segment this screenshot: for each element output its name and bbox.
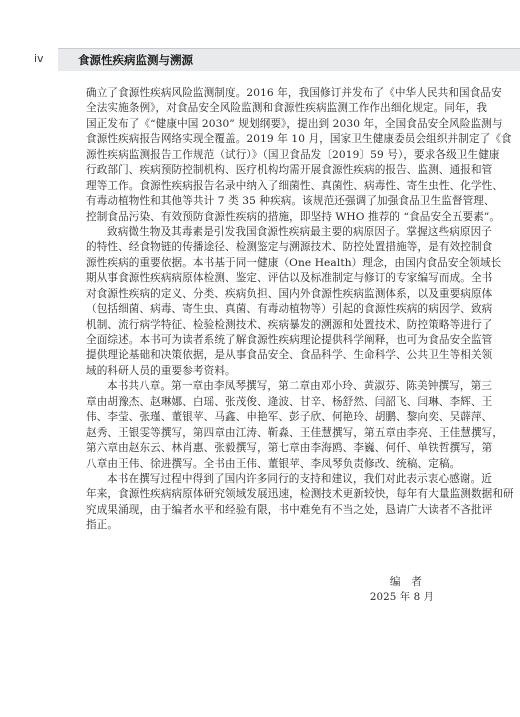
running-header <box>0 48 520 70</box>
text-line: 理等工作。食源性疾病报告名录中纳入了细菌性、真菌性、病毒性、寄生虫性、化学性、 <box>86 179 504 192</box>
header-band <box>58 48 520 71</box>
text-line: 域的科研人员的重要参考资料。 <box>86 364 236 377</box>
text-line: 年来，食源性疾病病原体研究领域发展迅速，检测技术更新较快，每年有大量监测数据和研 <box>86 488 514 501</box>
text-line: 全面综述。本书可为读者系统了解食源性疾病理论提供科学阐释，也可为食品安全监管 <box>86 334 493 346</box>
text-line: 机制、流行病学特征、检验检测技术、疾病暴发的溯源和处置技术、防控策略等进行了 <box>86 318 493 331</box>
date: 2025 年 8 月 <box>369 591 434 604</box>
text-line: 期从事食源性疾病病原体检测、鉴定、评估以及标准制定与修订的专家编写而成。全书 <box>86 272 493 285</box>
text-line: 致病微生物及其毒素是引发我国食源性疾病最主要的病原因子。掌握这些病原因子 <box>107 225 492 238</box>
text-line: 本书共八章。第一章由李凤琴撰写，第二章由邓小玲、黄淑芬、陈美钟撰写，第三 <box>107 380 492 393</box>
text-line: 八章由王伟、徐进撰写。全书由王伟、董银苹、李凤琴负责修改、统稿、定稿。 <box>86 457 461 470</box>
text-line: 行政部门、疾病预防控制机构、医疗机构均需开展食源性疾病的报告、监测、通报和管 <box>86 164 493 177</box>
text-line: 赵秀、王银雯等撰写，第四章由江涛、靳淼、王佳慧撰写，第五章由李亮、王佳慧撰写， <box>86 426 504 439</box>
text-line: 源性疾病监测报告工作规范（试行）》（国卫食品发〔2019〕59 号），要求各级卫生健康 <box>86 148 500 161</box>
text-line: 第六章由赵东云、林肖惠、张毅撰写，第七章由李海鸥、李巍、何仟、单铁哲撰写，第 <box>86 442 493 455</box>
spacer <box>86 534 446 575</box>
text-line: 提供理论基础和决策依据，是从事食品安全、食品科学、生命科学、公共卫生等相关领 <box>86 349 493 362</box>
page-number: iv <box>34 52 44 65</box>
text-line: 国正发布了《“健康中国 2030” 规划纲要》，提出到 2030 年，全国食品安全风险监测与 <box>86 117 503 130</box>
text-line: （包括细菌、病毒、寄生虫、真菌、有毒动植物等）引起的食源性疾病的病因学、致病 <box>86 303 493 316</box>
text-line: 本书在撰写过程中得到了国内许多同行的支持和建议，我们对此表示衷心感谢。近 <box>107 472 492 485</box>
text-line: 食源性疾病报告网络实现全覆盖。2019 年 10 月，国家卫生健康委员会组织并制定了《食 <box>86 133 512 146</box>
text-line: 章由胡豫杰、赵琳娜、白瑶、张茂俊、逄波、甘辛、杨舒然、闫韶飞、闫琳、李辉、王 <box>86 395 493 408</box>
text-line: 伟、李莹、张瑾、董银苹、马鑫、申艳军、彭子欣、何艳玲、胡鹏、黎向奕、吴薜萍、 <box>86 411 493 424</box>
text-line: 源性疾病的重要依据。本书基于同一健康（One Health）理念，由国内食品安全领域长 <box>86 256 502 269</box>
text-line: 有毒动植物性和其他等共计 7 类 35 种疾病。该规范还强调了加强食品卫生监督管理、 <box>86 195 495 208</box>
text-line: 全法实施条例》，对食品安全风险监测和食源性疾病监测工作作出细化规定。同年，我 <box>86 102 488 115</box>
text-line: 究成果涌现，由于编者水平和经验有限，书中难免有不当之处，恳请广大读者不吝批评 <box>86 503 493 516</box>
text-line: 控制食品污染、有效预防食源性疾病的措施，即坚持 WHO 推荐的 “食品安全五要素”。 <box>86 210 501 223</box>
signature: 编 者 <box>389 575 422 588</box>
book-title: 食源性疾病监测与溯源 <box>78 53 193 67</box>
preface-body <box>86 86 514 606</box>
text-line: 的特性、经食物链的传播途径、检测鉴定与溯源技术、防控处置措施等，是有效控制食 <box>86 241 493 254</box>
text-line: 确立了食源性疾病风险监测制度。2016 年，我国修订并发布了《中华人民共和国食品安 <box>86 87 502 99</box>
text-line: 对食源性疾病的定义、分类、疾病负担、国内外食源性疾病监测体系，以及重要病原体 <box>86 287 493 300</box>
text-line: 指正。 <box>86 519 119 532</box>
